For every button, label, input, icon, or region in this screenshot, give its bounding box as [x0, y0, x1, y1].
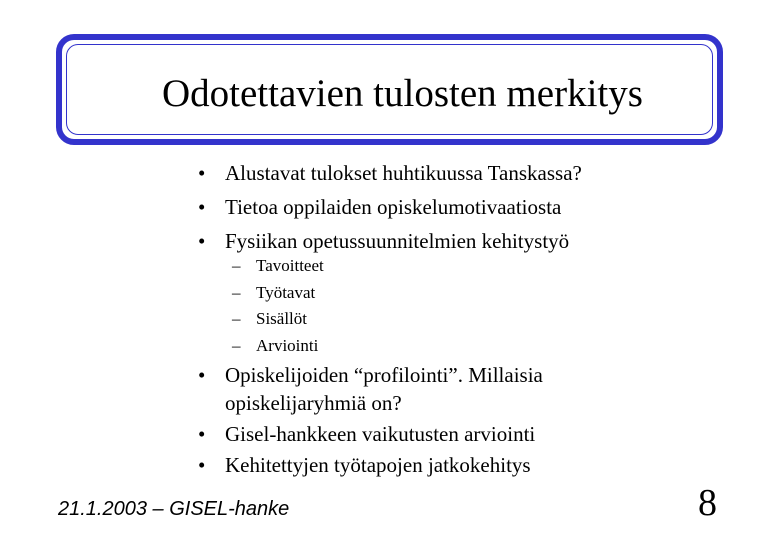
bullet-item: • Fysiikan opetussuunnitelmien kehitystyö [198, 224, 582, 258]
bullet-item: • Kehitettyjen työtapojen jatkokehitys [198, 451, 598, 479]
bullet-item: • Alustavat tulokset huhtikuussa Tanskassa? [198, 156, 582, 190]
title-frame [56, 34, 723, 145]
footer-date: 21.1.2003 – GISEL-hanke [58, 498, 290, 520]
page-number: 8 [698, 482, 717, 524]
sub-bullet-item: – Sisällöt [232, 306, 324, 333]
bottom-bullet-list [198, 361, 598, 482]
bullet-item: • Opiskelijoiden “profilointi”. Millaisia opiskelijaryhmiä on? [198, 361, 598, 417]
sub-bullet-item: – Tavoitteet [232, 253, 324, 280]
sub-bullet-item: – Työtavat [232, 280, 324, 307]
sub-bullet-item: – Arviointi [232, 333, 324, 360]
slide-title: Odotettavien tulosten merkitys [162, 72, 643, 115]
bullet-item: • Tietoa oppilaiden opiskelumotivaatiosta [198, 190, 582, 224]
top-bullet-list [198, 156, 582, 258]
bullet-item: • Gisel-hankkeen vaikutusten arviointi [198, 420, 598, 448]
sub-bullet-list [232, 253, 324, 359]
